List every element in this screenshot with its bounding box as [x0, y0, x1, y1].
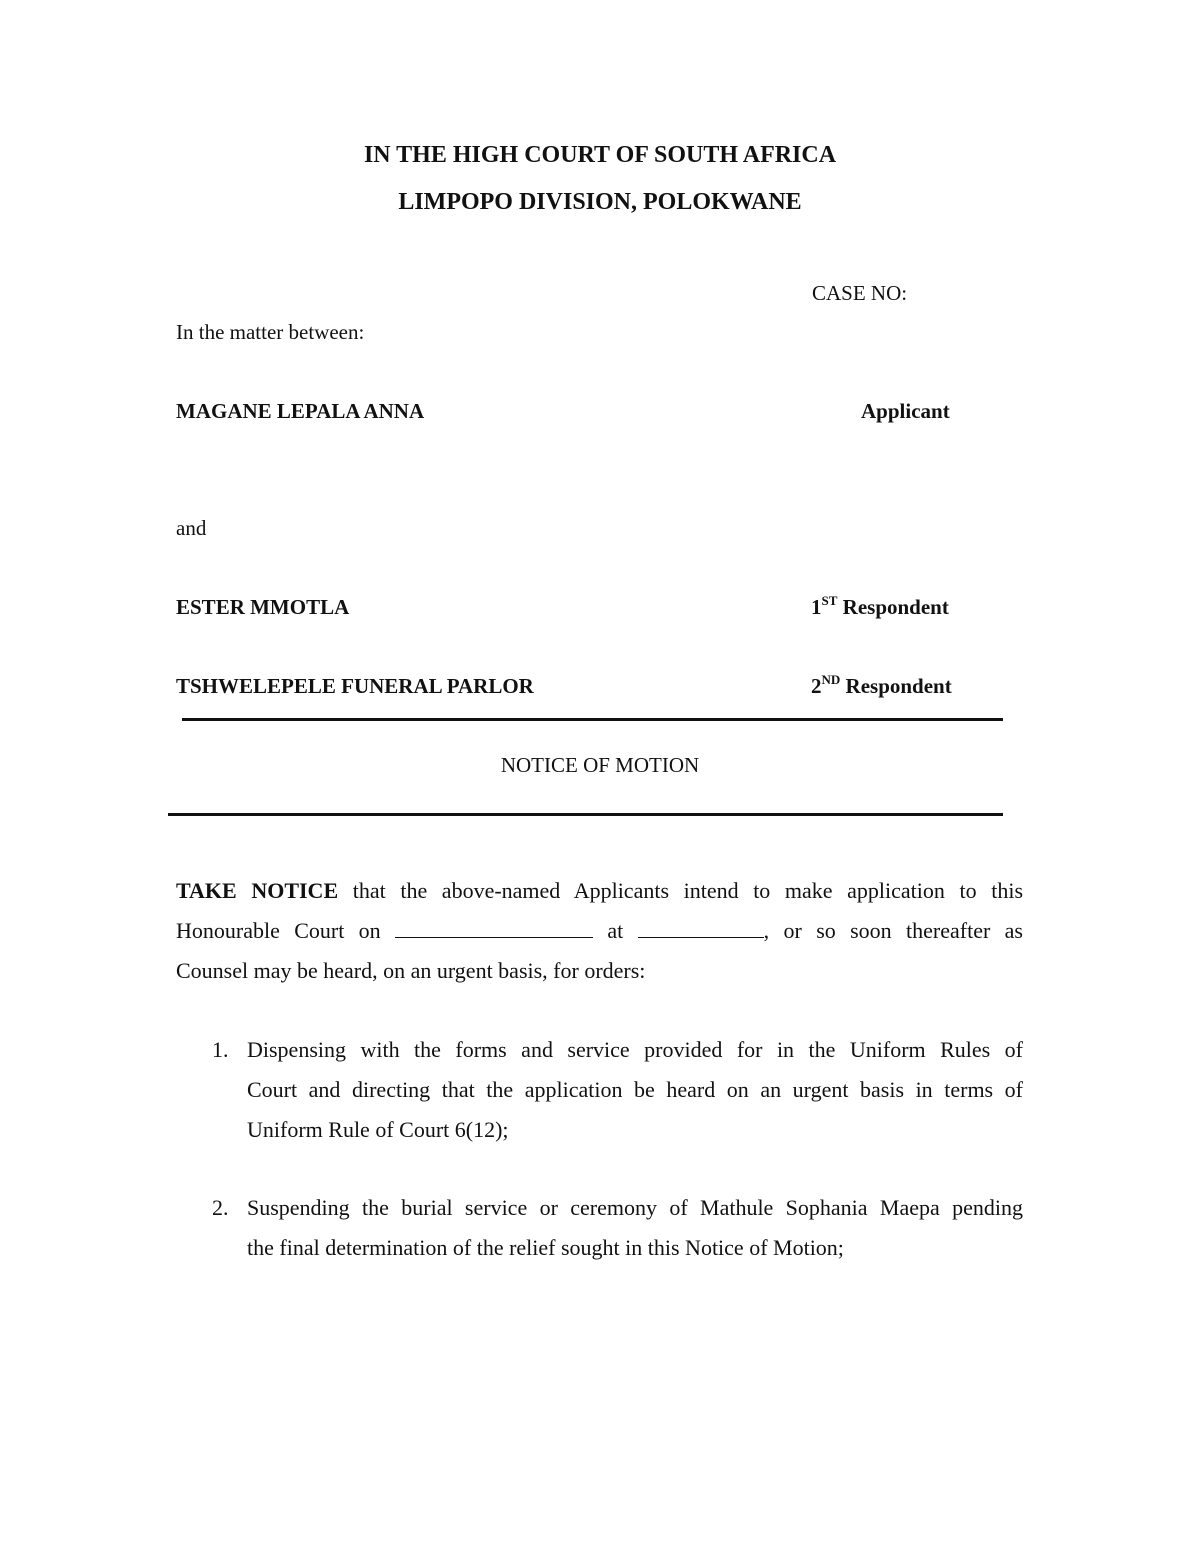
time-blank: [638, 917, 764, 938]
case-number-label: CASE NO:: [812, 281, 908, 305]
respondent-2-name: TSHWELEPELE FUNERAL PARLOR: [176, 674, 534, 698]
notice-paragraph: [176, 871, 1023, 991]
respondent-1-ordinal: 1: [811, 595, 822, 619]
order-item-1: [212, 1030, 1023, 1150]
title-bottom-rule: [168, 813, 1003, 816]
order-number-1: 1.: [212, 1037, 229, 1062]
notice-line-1: [176, 871, 1023, 911]
title-top-rule: [182, 718, 1003, 721]
applicant-role: Applicant: [861, 399, 950, 423]
take-notice-lead: TAKE NOTICE: [176, 878, 339, 903]
court-division: LIMPOPO DIVISION, POLOKWANE: [398, 189, 802, 215]
order-1-line-2: Court and directing that the application be heard on an urgent basis in terms of: [247, 1077, 1023, 1102]
order-1-line-1: Dispensing with the forms and service provided for in the Uniform Rules of: [247, 1037, 1023, 1062]
notice-at-text: at: [607, 918, 624, 943]
respondent-2-role-label: Respondent: [845, 674, 952, 698]
respondent-2-ordinal: 2: [811, 674, 822, 698]
applicant-name: MAGANE LEPALA ANNA: [176, 399, 425, 423]
respondent-2-ordinal-suffix: ND: [821, 672, 841, 687]
notice-line-2-end: , or so soon thereafter as: [763, 918, 1023, 943]
notice-line-2: [176, 911, 1023, 951]
respondent-2-role: [811, 674, 952, 699]
matter-intro: In the matter between:: [176, 320, 365, 344]
order-1-line-3: Uniform Rule of Court 6(12);: [247, 1117, 509, 1142]
respondent-1-role-label: Respondent: [842, 595, 949, 619]
order-item-2: [212, 1188, 1023, 1268]
notice-line-3: Counsel may be heard, on an urgent basis, for orders:: [176, 958, 646, 983]
order-2-line-2: the final determination of the relief sought in this Notice of Motion;: [247, 1235, 844, 1260]
order-body-2: [247, 1188, 1023, 1268]
document-title: NOTICE OF MOTION: [500, 753, 700, 777]
order-number-2: 2.: [212, 1195, 229, 1220]
notice-line-2-text: Honourable Court on: [176, 918, 381, 943]
respondent-1-role: [811, 595, 949, 620]
respondent-1-ordinal-suffix: ST: [821, 593, 838, 608]
order-body-1: [247, 1030, 1023, 1150]
court-title: IN THE HIGH COURT OF SOUTH AFRICA: [363, 142, 837, 168]
order-2-line-1: Suspending the burial service or ceremony of Mathule Sophania Maepa pending: [247, 1195, 1023, 1220]
date-blank: [395, 917, 593, 938]
respondent-1-name: ESTER MMOTLA: [176, 595, 350, 619]
notice-line-1-text: that the above-named Applicants intend to make application to this: [352, 878, 1024, 903]
and-text: and: [176, 516, 207, 540]
